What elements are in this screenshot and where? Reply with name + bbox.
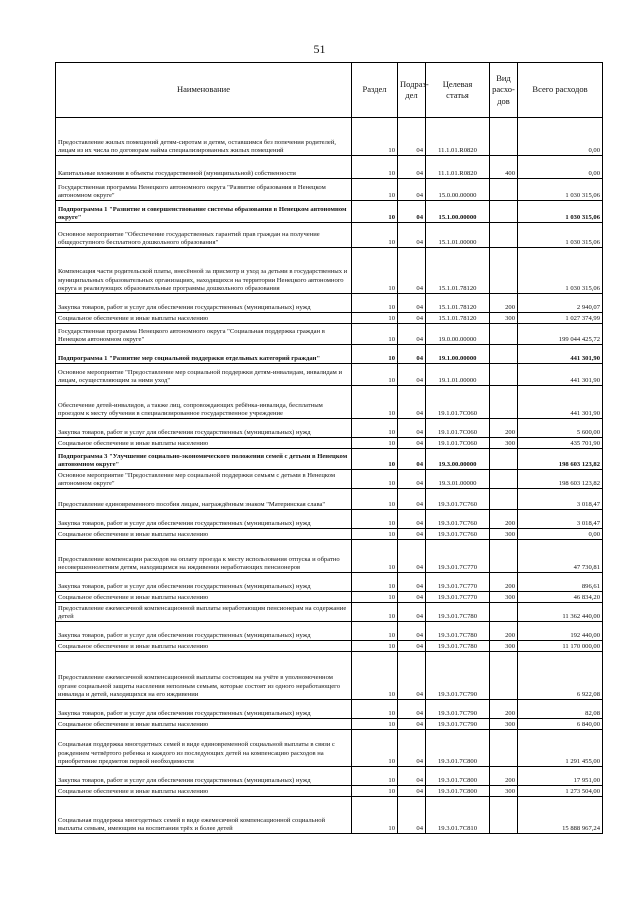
row-section: 10 — [352, 540, 398, 573]
row-subsection: 04 — [398, 386, 426, 419]
row-section: 10 — [352, 622, 398, 641]
row-subsection: 04 — [398, 118, 426, 156]
row-name: Закупка товаров, работ и услуг для обеспечения государственных (муниципальных) нужд — [56, 510, 352, 529]
row-total: 3 018,47 — [518, 489, 603, 510]
row-target: 19.1.01.00000 — [426, 364, 490, 386]
row-total: 11 362 440,00 — [518, 603, 603, 622]
row-total: 199 044 425,72 — [518, 324, 603, 345]
header-section: Раздел — [352, 63, 398, 118]
header-name: Наименование — [56, 63, 352, 118]
row-target: 19.3.01.7С760 — [426, 529, 490, 540]
row-subsection: 04 — [398, 294, 426, 313]
table-row — [56, 201, 603, 223]
row-section: 10 — [352, 470, 398, 489]
row-subsection: 04 — [398, 592, 426, 603]
row-name: Предоставление жилых помещений детям-сиротам и детям, оставшимся без попечения родителей, лицам из их числа по договорам найма специализированных жилых помещений — [56, 118, 352, 156]
row-total: 0,00 — [518, 529, 603, 540]
row-expense-type: 200 — [490, 510, 518, 529]
row-subsection: 04 — [398, 324, 426, 345]
row-section: 10 — [352, 179, 398, 201]
table-row — [56, 652, 603, 700]
row-expense-type — [490, 797, 518, 834]
row-expense-type — [490, 201, 518, 223]
row-target: 19.3.01.7С790 — [426, 719, 490, 730]
row-expense-type — [490, 730, 518, 767]
row-section: 10 — [352, 419, 398, 438]
row-section: 10 — [352, 294, 398, 313]
row-section: 10 — [352, 652, 398, 700]
row-target: 19.3.01.7С800 — [426, 786, 490, 797]
row-name: Закупка товаров, работ и услуг для обеспечения государственных (муниципальных) нужд — [56, 622, 352, 641]
row-total: 896,61 — [518, 573, 603, 592]
row-subsection: 04 — [398, 364, 426, 386]
row-section: 10 — [352, 786, 398, 797]
row-subsection: 04 — [398, 470, 426, 489]
row-target: 11.1.01.R0820 — [426, 118, 490, 156]
row-name: Социальное обеспечение и иные выплаты населению — [56, 438, 352, 449]
row-expense-type — [490, 489, 518, 510]
row-subsection: 04 — [398, 603, 426, 622]
row-expense-type — [490, 248, 518, 294]
row-name: Предоставление ежемесячной компенсационной выплаты состоящим на учёте в уполномоченном органе социальной защиты населения неполным семьям, которые состоят из одного неработающего инвалида и детей, находящихся на его иждивении — [56, 652, 352, 700]
row-subsection: 04 — [398, 345, 426, 364]
table-row — [56, 294, 603, 313]
table-row — [56, 767, 603, 786]
row-subsection: 04 — [398, 510, 426, 529]
row-target: 19.3.01.7С780 — [426, 622, 490, 641]
row-section: 10 — [352, 592, 398, 603]
row-expense-type: 400 — [490, 156, 518, 179]
row-expense-type — [490, 386, 518, 419]
row-name: Предоставление компенсации расходов на оплату проезда к месту использования отпуска и обратно несовершеннолетним детям, находящимся на иждивении неработающих пенсионеров — [56, 540, 352, 573]
row-subsection: 04 — [398, 201, 426, 223]
table-row — [56, 313, 603, 324]
row-expense-type: 200 — [490, 573, 518, 592]
row-section: 10 — [352, 364, 398, 386]
row-section: 10 — [352, 700, 398, 719]
row-expense-type — [490, 179, 518, 201]
table-row — [56, 470, 603, 489]
row-expense-type — [490, 449, 518, 470]
row-expense-type — [490, 223, 518, 248]
row-section: 10 — [352, 730, 398, 767]
row-expense-type: 300 — [490, 719, 518, 730]
row-name: Социальная поддержка многодетных семей в виде единовременной социальной выплаты в связи с рождением четвёртого ребенка и каждого из последующих детей на компенсацию расходов на приобретение предметов первой необходимости — [56, 730, 352, 767]
row-total: 198 603 123,82 — [518, 470, 603, 489]
row-name: Государственная программа Ненецкого автономного округа "Развитие образования в Ненецком автономном округе" — [56, 179, 352, 201]
row-target: 19.1.01.7С060 — [426, 438, 490, 449]
row-name: Социальное обеспечение и иные выплаты населению — [56, 786, 352, 797]
table-row — [56, 248, 603, 294]
row-expense-type: 300 — [490, 592, 518, 603]
table-row — [56, 324, 603, 345]
row-total: 15 888 967,24 — [518, 797, 603, 834]
row-section: 10 — [352, 767, 398, 786]
table-row — [56, 786, 603, 797]
row-name: Социальное обеспечение и иные выплаты населению — [56, 529, 352, 540]
row-total: 441 301,90 — [518, 364, 603, 386]
row-expense-type — [490, 652, 518, 700]
row-total: 1 030 315,06 — [518, 201, 603, 223]
table-row — [56, 603, 603, 622]
budget-table — [55, 62, 603, 834]
table-row — [56, 489, 603, 510]
row-name: Подпрограмма 3 "Улучшение социально-экономического положения семей с детьми в Ненецком автономном округе" — [56, 449, 352, 470]
row-section: 10 — [352, 603, 398, 622]
row-expense-type: 300 — [490, 313, 518, 324]
row-total: 198 603 123,82 — [518, 449, 603, 470]
row-section: 10 — [352, 156, 398, 179]
table-row — [56, 156, 603, 179]
table-body — [56, 118, 603, 834]
row-expense-type: 200 — [490, 622, 518, 641]
row-target: 15.1.01.78120 — [426, 313, 490, 324]
row-subsection: 04 — [398, 540, 426, 573]
row-subsection: 04 — [398, 156, 426, 179]
row-total: 1 027 374,99 — [518, 313, 603, 324]
row-target: 15.1.01.78120 — [426, 248, 490, 294]
row-subsection: 04 — [398, 313, 426, 324]
row-name: Социальное обеспечение и иные выплаты населению — [56, 719, 352, 730]
row-name: Закупка товаров, работ и услуг для обеспечения государственных (муниципальных) нужд — [56, 419, 352, 438]
row-target: 19.1.01.7С060 — [426, 419, 490, 438]
row-expense-type — [490, 324, 518, 345]
row-section: 10 — [352, 118, 398, 156]
row-target: 15.1.01.00000 — [426, 223, 490, 248]
table-row — [56, 510, 603, 529]
row-expense-type — [490, 470, 518, 489]
row-expense-type — [490, 118, 518, 156]
row-section: 10 — [352, 719, 398, 730]
table-row — [56, 700, 603, 719]
row-section: 10 — [352, 449, 398, 470]
row-subsection: 04 — [398, 489, 426, 510]
row-name: Основное мероприятие "Предоставление мер социальной поддержки семьям с детьми в Ненецком автономном округе" — [56, 470, 352, 489]
table-row — [56, 540, 603, 573]
row-subsection: 04 — [398, 622, 426, 641]
row-total: 0,00 — [518, 156, 603, 179]
row-total: 0,00 — [518, 118, 603, 156]
row-total: 441 301,90 — [518, 345, 603, 364]
row-subsection: 04 — [398, 438, 426, 449]
row-section: 10 — [352, 324, 398, 345]
row-total: 6 840,00 — [518, 719, 603, 730]
table-row — [56, 419, 603, 438]
row-name: Основное мероприятие "Предоставление мер социальной поддержки детям-инвалидам, инвалидам и лицам, осуществляющим за ними уход" — [56, 364, 352, 386]
table-row — [56, 179, 603, 201]
row-name: Социальная поддержка многодетных семей в виде ежемесячной компенсационной социальной выплаты семьям, имеющим на воспитании трёх и более детей — [56, 797, 352, 834]
row-target: 19.3.01.7С770 — [426, 573, 490, 592]
row-subsection: 04 — [398, 786, 426, 797]
row-name: Предоставление ежемесячной компенсационной выплаты неработающим пенсионерам на содержание детей — [56, 603, 352, 622]
row-name: Предоставление единовременного пособия лицам, награждённым знаком "Материнская слава" — [56, 489, 352, 510]
row-total: 5 600,00 — [518, 419, 603, 438]
row-name: Основное мероприятие "Обеспечение государственных гарантий прав граждан на получение общедоступного бесплатного дошкольного образования" — [56, 223, 352, 248]
row-section: 10 — [352, 313, 398, 324]
row-target: 19.3.01.7С790 — [426, 652, 490, 700]
row-subsection: 04 — [398, 179, 426, 201]
row-section: 10 — [352, 438, 398, 449]
table-row — [56, 730, 603, 767]
row-total: 1 273 504,00 — [518, 786, 603, 797]
row-section: 10 — [352, 573, 398, 592]
header-target: Целевая статья — [426, 63, 490, 118]
row-expense-type: 200 — [490, 767, 518, 786]
row-name: Социальное обеспечение и иные выплаты населению — [56, 592, 352, 603]
table-row — [56, 118, 603, 156]
header-total: Всего расходов — [518, 63, 603, 118]
row-target: 19.3.01.00000 — [426, 470, 490, 489]
row-target: 19.1.00.00000 — [426, 345, 490, 364]
row-subsection: 04 — [398, 700, 426, 719]
row-section: 10 — [352, 201, 398, 223]
row-expense-type: 300 — [490, 529, 518, 540]
row-target: 15.1.00.00000 — [426, 201, 490, 223]
row-target: 15.1.01.78120 — [426, 294, 490, 313]
row-total: 46 834,20 — [518, 592, 603, 603]
header-expense-type: Вид расхо- дов — [490, 63, 518, 118]
table-row — [56, 386, 603, 419]
row-expense-type: 300 — [490, 438, 518, 449]
row-name: Закупка товаров, работ и услуг для обеспечения государственных (муниципальных) нужд — [56, 573, 352, 592]
row-target: 15.0.00.00000 — [426, 179, 490, 201]
row-target: 19.3.01.7С790 — [426, 700, 490, 719]
row-subsection: 04 — [398, 449, 426, 470]
row-expense-type: 200 — [490, 294, 518, 313]
row-total: 82,08 — [518, 700, 603, 719]
row-target: 19.3.01.7С770 — [426, 592, 490, 603]
row-total: 3 018,47 — [518, 510, 603, 529]
row-target: 19.3.01.7С780 — [426, 641, 490, 652]
row-total: 17 951,00 — [518, 767, 603, 786]
row-section: 10 — [352, 345, 398, 364]
table-row — [56, 529, 603, 540]
row-subsection: 04 — [398, 652, 426, 700]
row-subsection: 04 — [398, 223, 426, 248]
table-row — [56, 622, 603, 641]
row-target: 19.3.00.00000 — [426, 449, 490, 470]
row-total: 11 170 000,00 — [518, 641, 603, 652]
row-expense-type: 300 — [490, 641, 518, 652]
row-total: 441 301,90 — [518, 386, 603, 419]
row-expense-type — [490, 540, 518, 573]
row-expense-type: 200 — [490, 419, 518, 438]
row-section: 10 — [352, 529, 398, 540]
table-header-row — [56, 63, 603, 118]
table-row — [56, 364, 603, 386]
row-target: 19.3.01.7С760 — [426, 489, 490, 510]
row-target: 19.0.00.00000 — [426, 324, 490, 345]
row-name: Обеспечение детей-инвалидов, а также лиц, сопровождающих ребёнка-инвалида, бесплатным проездом к месту обучения в специализированное государственное учреждение — [56, 386, 352, 419]
row-total: 47 730,81 — [518, 540, 603, 573]
row-target: 19.3.01.7С800 — [426, 767, 490, 786]
row-name: Социальное обеспечение и иные выплаты населению — [56, 313, 352, 324]
table-row — [56, 345, 603, 364]
row-subsection: 04 — [398, 767, 426, 786]
row-subsection: 04 — [398, 641, 426, 652]
row-subsection: 04 — [398, 419, 426, 438]
row-subsection: 04 — [398, 719, 426, 730]
table-row — [56, 438, 603, 449]
row-target: 11.1.01.R0820 — [426, 156, 490, 179]
row-section: 10 — [352, 248, 398, 294]
row-target: 19.1.01.7С060 — [426, 386, 490, 419]
row-total: 1 030 315,06 — [518, 179, 603, 201]
row-expense-type — [490, 345, 518, 364]
row-total: 2 940,07 — [518, 294, 603, 313]
table-row — [56, 641, 603, 652]
row-section: 10 — [352, 386, 398, 419]
row-section: 10 — [352, 489, 398, 510]
row-section: 10 — [352, 223, 398, 248]
row-section: 10 — [352, 641, 398, 652]
row-name: Капитальные вложения в объекты государственной (муниципальной) собственности — [56, 156, 352, 179]
row-total: 6 922,08 — [518, 652, 603, 700]
row-target: 19.3.01.7С800 — [426, 730, 490, 767]
row-total: 1 030 315,06 — [518, 248, 603, 294]
row-target: 19.3.01.7С760 — [426, 510, 490, 529]
row-expense-type: 300 — [490, 786, 518, 797]
row-subsection: 04 — [398, 529, 426, 540]
row-name: Государственная программа Ненецкого автономного округа "Социальная поддержка граждан в Ненецком автономном округе" — [56, 324, 352, 345]
row-name: Подпрограмма 1 "Развитие и совершенствование системы образования в Ненецком автономном округе" — [56, 201, 352, 223]
table-row — [56, 573, 603, 592]
row-total: 1 291 455,00 — [518, 730, 603, 767]
row-total: 1 030 315,06 — [518, 223, 603, 248]
row-expense-type — [490, 603, 518, 622]
row-target: 19.3.01.7С780 — [426, 603, 490, 622]
page-number: 51 — [313, 42, 326, 56]
header-subsection: Подраз- дел — [398, 63, 426, 118]
row-name: Закупка товаров, работ и услуг для обеспечения государственных (муниципальных) нужд — [56, 294, 352, 313]
row-expense-type: 200 — [490, 700, 518, 719]
row-section: 10 — [352, 797, 398, 834]
table-row — [56, 592, 603, 603]
row-total: 192 440,00 — [518, 622, 603, 641]
row-expense-type — [490, 364, 518, 386]
table-row — [56, 223, 603, 248]
row-target: 19.3.01.7С810 — [426, 797, 490, 834]
row-subsection: 04 — [398, 730, 426, 767]
table-row — [56, 797, 603, 834]
row-total: 435 701,90 — [518, 438, 603, 449]
row-subsection: 04 — [398, 573, 426, 592]
row-section: 10 — [352, 510, 398, 529]
table-row — [56, 719, 603, 730]
row-name: Подпрограмма 1 "Развитие мер социальной поддержки отдельных категорий граждан" — [56, 345, 352, 364]
row-name: Закупка товаров, работ и услуг для обеспечения государственных (муниципальных) нужд — [56, 700, 352, 719]
row-name: Закупка товаров, работ и услуг для обеспечения государственных (муниципальных) нужд — [56, 767, 352, 786]
table-row — [56, 449, 603, 470]
row-name: Социальное обеспечение и иные выплаты населению — [56, 641, 352, 652]
row-subsection: 04 — [398, 797, 426, 834]
row-subsection: 04 — [398, 248, 426, 294]
row-name: Компенсация части родительской платы, внесённой за присмотр и уход за детьми в государственных и муниципальных образовательных организациях, находящихся на территории Ненецкого автономного округа и реализующих образовательные программы дошкольного образования — [56, 248, 352, 294]
row-target: 19.3.01.7С770 — [426, 540, 490, 573]
